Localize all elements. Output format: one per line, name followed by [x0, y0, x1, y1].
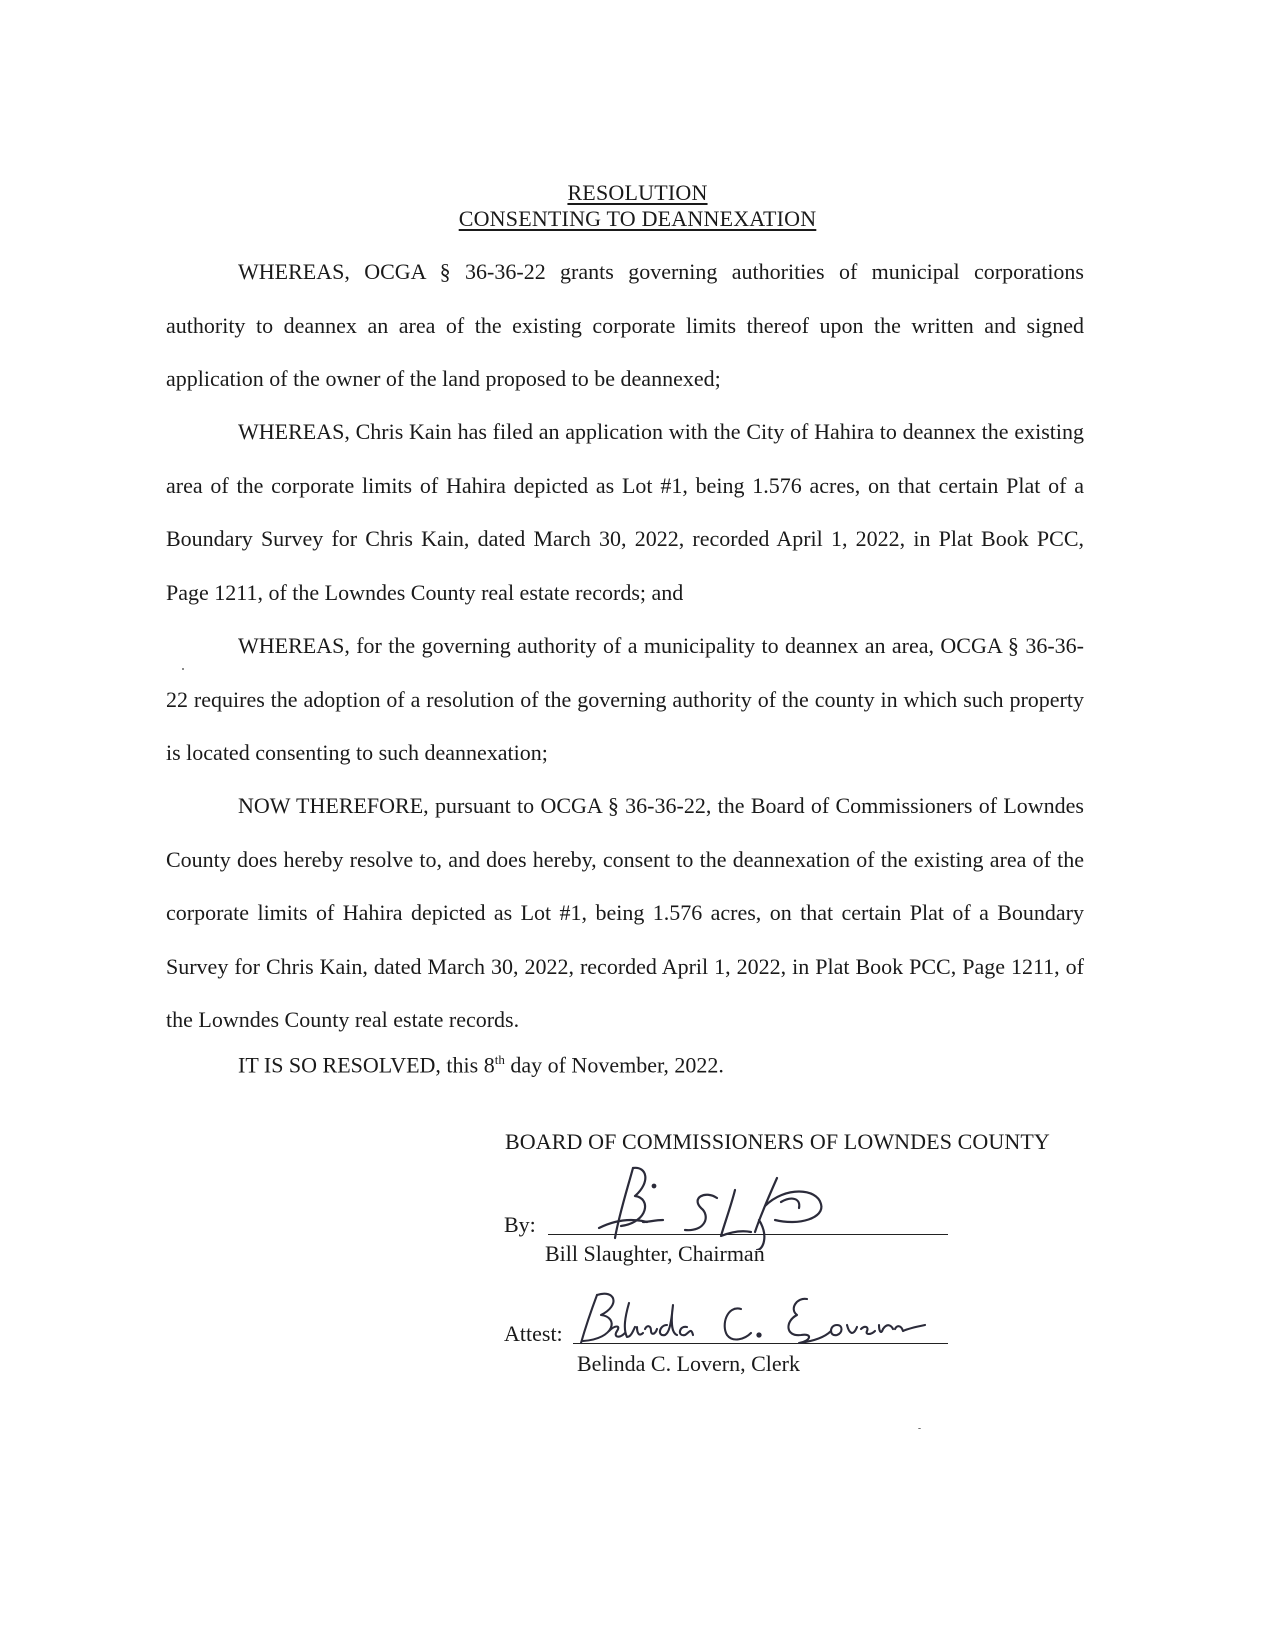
- resolved-suffix: day of November, 2022.: [504, 1052, 724, 1078]
- by-label: By:: [504, 1212, 536, 1237]
- resolved-ordinal: th: [494, 1052, 505, 1067]
- chairman-signature: [585, 1160, 845, 1250]
- resolution-title: RESOLUTION: [567, 180, 708, 205]
- chairman-name: Bill Slaughter, Chairman: [545, 1241, 765, 1266]
- whereas-paragraph-2: WHEREAS, Chris Kain has filed an application with the City of Hahira to deannex the existing area of the corporate limits of Hahira depicted as Lot #1, being 1.576 acres, on that certain Plat of a Boundary Survey for Chris Kain, dated March 30, 2022, recorded April 1, 2022, in Plat Book PCC, Page 1211, of the Lowndes County real estate records; and: [166, 419, 1084, 605]
- clerk-name: Belinda C. Lovern, Clerk: [577, 1351, 801, 1376]
- clerk-signature: [575, 1285, 935, 1355]
- whereas-paragraph-3: WHEREAS, for the governing authority of a municipality to deannex an area, OCGA § 36-36-22 requires the adoption of a resolution of the governing authority of the county in which such property is located consenting to such deannexation;: [166, 633, 1084, 765]
- scan-speck: [182, 668, 184, 670]
- resolved-prefix: IT IS SO RESOLVED, this 8: [238, 1052, 495, 1078]
- resolution-subtitle: CONSENTING TO DEANNEXATION: [458, 206, 817, 231]
- scan-speck: [918, 1428, 921, 1429]
- now-therefore-paragraph: NOW THEREFORE, pursuant to OCGA § 36-36-22, the Board of Commissioners of Lowndes County does hereby resolve to, and does hereby, consent to the deannexation of the existing area of the corporate limits of Hahira depicted as Lot #1, being 1.576 acres, on that certain Plat of a Boundary Survey for Chris Kain, dated March 30, 2022, recorded April 1, 2022, in Plat Book PCC, Page 1211, of the Lowndes County real estate records.: [166, 793, 1084, 1032]
- whereas-paragraph-1: WHEREAS, OCGA § 36-36-22 grants governing authorities of municipal corporations authority to deannex an area of the existing corporate limits thereof upon the written and signed application of the owner of the land proposed to be deannexed;: [166, 259, 1084, 391]
- board-name: BOARD OF COMMISSIONERS OF LOWNDES COUNTY: [505, 1129, 1050, 1154]
- resolved-date-line: [238, 1052, 724, 1078]
- attest-label: Attest:: [504, 1321, 563, 1346]
